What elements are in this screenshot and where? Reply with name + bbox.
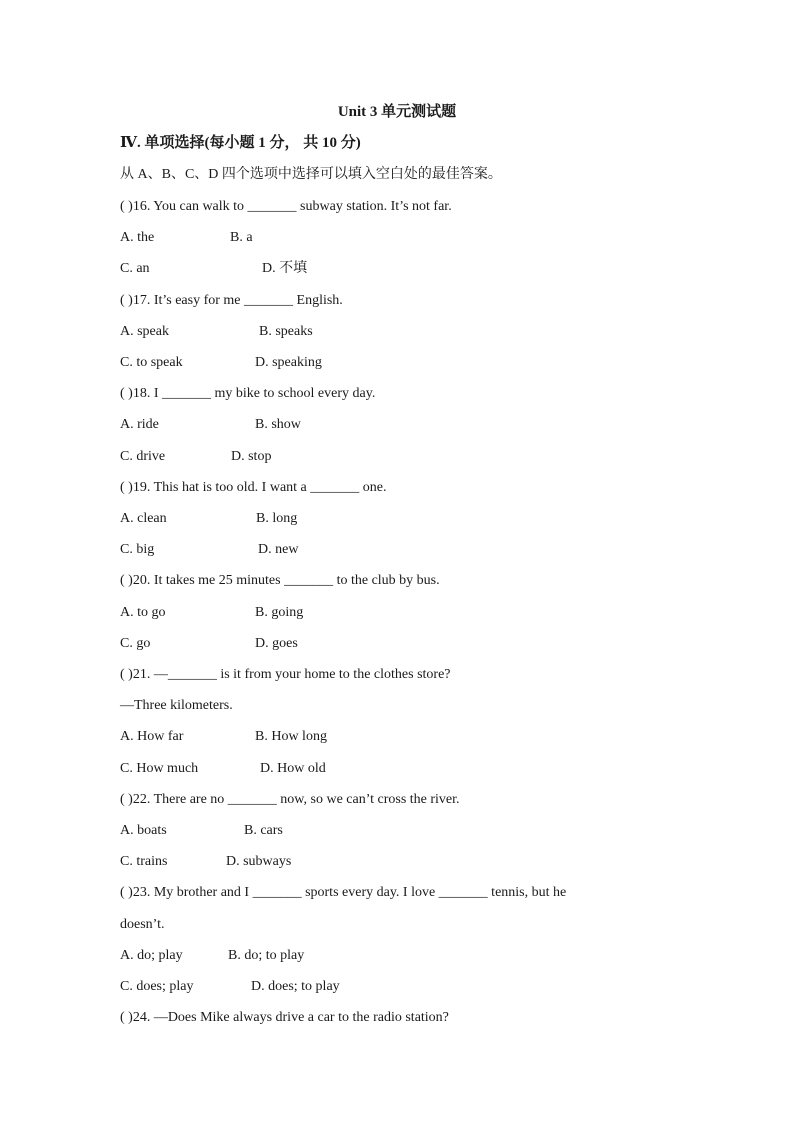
option-b: B. show xyxy=(255,417,301,432)
option-b: B. a xyxy=(230,230,253,245)
question-stem-continued: —Three kilometers. xyxy=(120,698,233,713)
section-instruction: 从 A、B、C、D 四个选项中选择可以填入空白处的最佳答案。 xyxy=(120,167,502,182)
question-stem-continued: doesn’t. xyxy=(120,917,165,932)
option-b: B. do; to play xyxy=(228,948,305,963)
option-a: A. How far xyxy=(120,729,184,744)
question-stem: ( )18. I _______ my bike to school every day. xyxy=(120,386,376,401)
page-title: Unit 3 单元测试题 xyxy=(337,104,457,120)
question-stem: ( )20. It takes me 25 minutes _______ to the club by bus. xyxy=(120,573,440,588)
option-d: D. goes xyxy=(255,636,298,651)
section-heading: Ⅳ. 单项选择(每小题 1 分， 共 10 分) xyxy=(120,135,361,151)
option-c: C. go xyxy=(120,636,151,651)
question-stem: ( )16. You can walk to _______ subway station. It’s not far. xyxy=(120,199,452,214)
option-a: A. to go xyxy=(120,605,166,620)
option-c: C. an xyxy=(120,261,150,276)
option-d: D. How old xyxy=(260,761,326,776)
option-a: A. the xyxy=(120,230,155,245)
option-b: B. cars xyxy=(244,823,283,838)
question-stem: ( )23. My brother and I _______ sports every day. I love _______ tennis, but he xyxy=(120,885,567,900)
option-d: D. subways xyxy=(226,854,292,869)
option-d: D. speaking xyxy=(255,355,322,370)
question-stem: ( )17. It’s easy for me _______ English. xyxy=(120,293,343,308)
option-c: C. How much xyxy=(120,761,199,776)
question-stem: ( )19. This hat is too old. I want a _______ one. xyxy=(120,480,387,495)
option-c: C. big xyxy=(120,542,155,557)
question-stem: ( )22. There are no _______ now, so we can’t cross the river. xyxy=(120,792,460,807)
question-stem: ( )21. —_______ is it from your home to the clothes store? xyxy=(120,667,451,682)
option-b: B. long xyxy=(256,511,298,526)
option-a: A. speak xyxy=(120,324,169,339)
option-c: C. drive xyxy=(120,449,166,464)
option-d: D. 不填 xyxy=(262,261,308,276)
option-b: B. How long xyxy=(255,729,327,744)
option-a: A. ride xyxy=(120,417,159,432)
option-a: A. boats xyxy=(120,823,167,838)
option-b: B. speaks xyxy=(259,324,313,339)
option-a: A. do; play xyxy=(120,948,183,963)
option-c: C. does; play xyxy=(120,979,194,994)
option-c: C. to speak xyxy=(120,355,183,370)
option-d: D. new xyxy=(258,542,299,557)
option-d: D. stop xyxy=(231,449,272,464)
option-a: A. clean xyxy=(120,511,167,526)
option-c: C. trains xyxy=(120,854,168,869)
option-b: B. going xyxy=(255,605,304,620)
question-stem: ( )24. —Does Mike always drive a car to the radio station? xyxy=(120,1010,449,1025)
option-d: D. does; to play xyxy=(251,979,340,994)
